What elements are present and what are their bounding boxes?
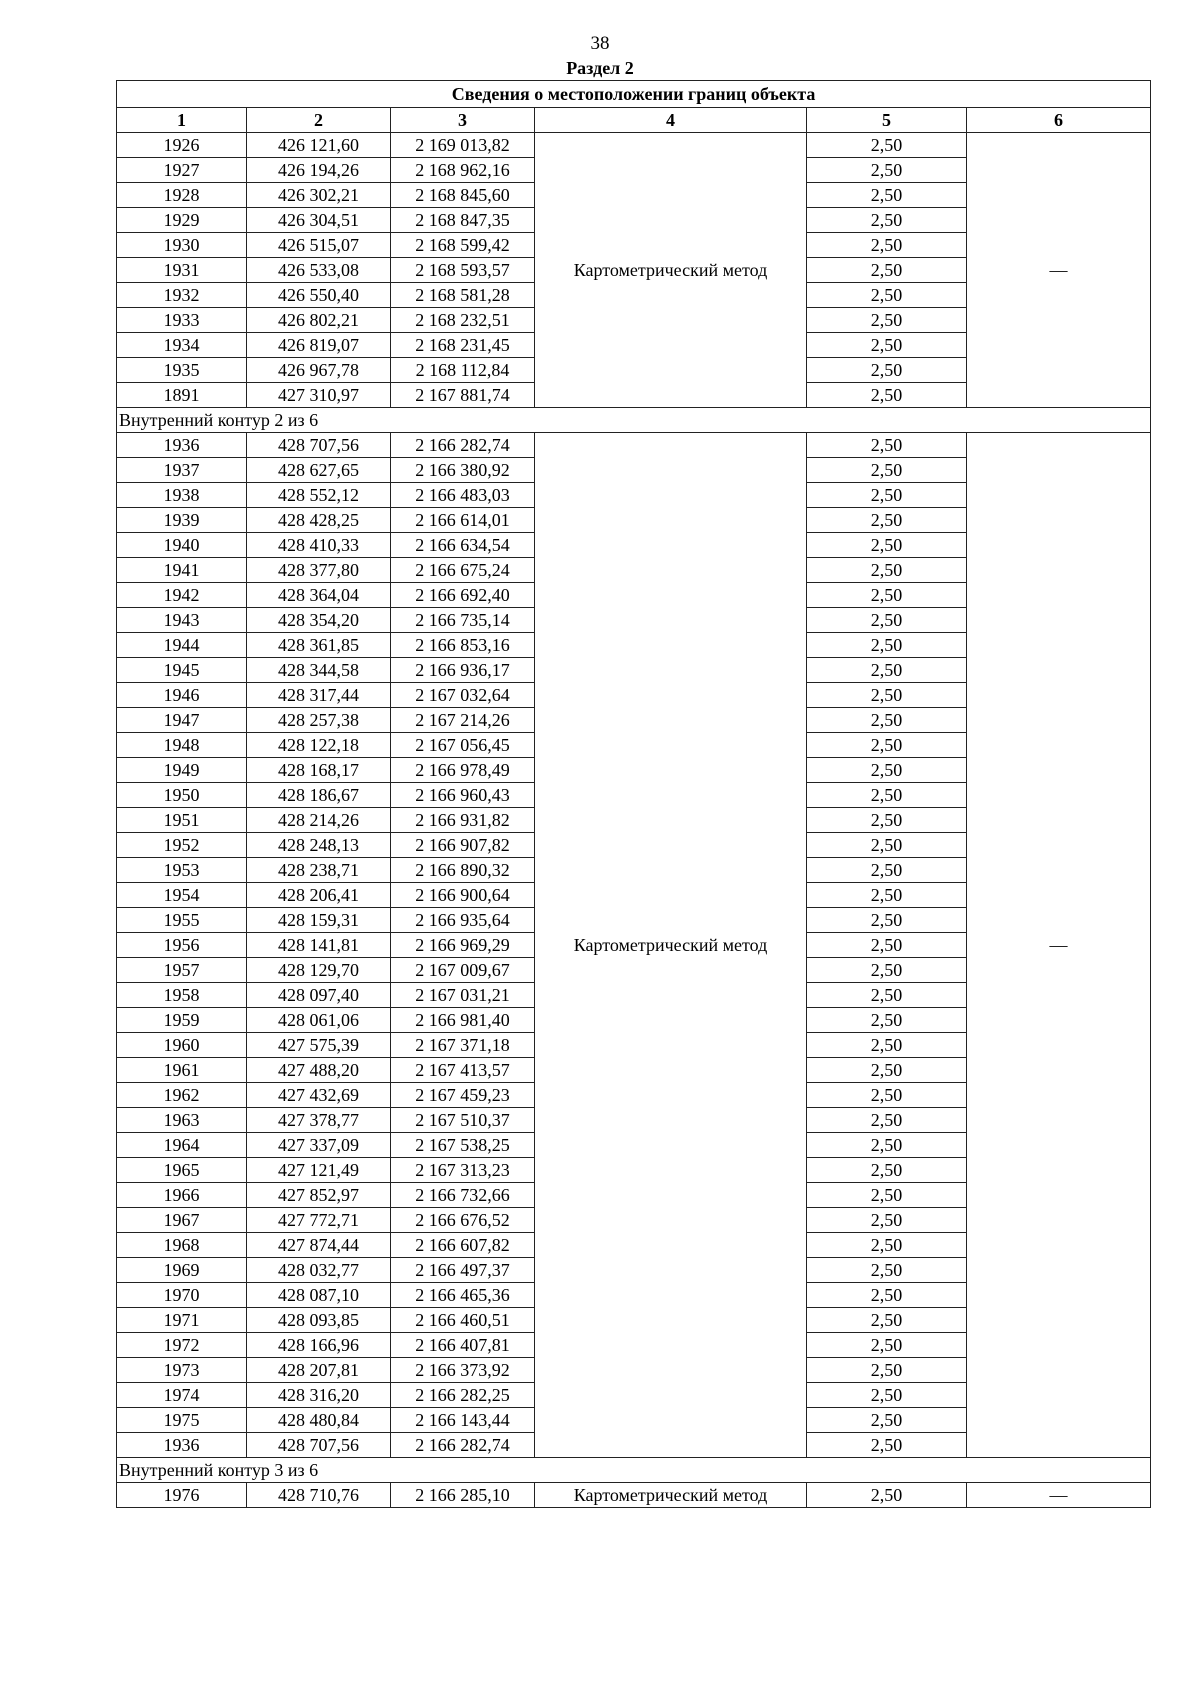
y-coordinate-cell: 2 166 460,51	[391, 1308, 535, 1333]
precision-cell: 2,50	[807, 1208, 967, 1233]
precision-cell: 2,50	[807, 858, 967, 883]
y-coordinate-cell: 2 167 459,23	[391, 1083, 535, 1108]
y-coordinate-cell: 2 166 676,52	[391, 1208, 535, 1233]
point-number-cell: 1972	[117, 1333, 247, 1358]
precision-cell: 2,50	[807, 1183, 967, 1208]
y-coordinate-cell: 2 166 282,74	[391, 433, 535, 458]
y-coordinate-cell: 2 166 614,01	[391, 508, 535, 533]
precision-cell: 2,50	[807, 133, 967, 158]
point-number-cell: 1936	[117, 1433, 247, 1458]
x-coordinate-cell: 428 354,20	[247, 608, 391, 633]
point-number-cell: 1891	[117, 383, 247, 408]
precision-cell: 2,50	[807, 833, 967, 858]
x-coordinate-cell: 426 194,26	[247, 158, 391, 183]
precision-cell: 2,50	[807, 258, 967, 283]
point-number-cell: 1969	[117, 1258, 247, 1283]
y-coordinate-cell: 2 168 962,16	[391, 158, 535, 183]
x-coordinate-cell: 426 550,40	[247, 283, 391, 308]
point-number-cell: 1931	[117, 258, 247, 283]
precision-cell: 2,50	[807, 333, 967, 358]
x-coordinate-cell: 428 061,06	[247, 1008, 391, 1033]
y-coordinate-cell: 2 168 231,45	[391, 333, 535, 358]
y-coordinate-cell: 2 166 373,92	[391, 1358, 535, 1383]
x-coordinate-cell: 428 093,85	[247, 1308, 391, 1333]
precision-cell: 2,50	[807, 283, 967, 308]
point-number-cell: 1961	[117, 1058, 247, 1083]
column-header-5: 5	[807, 108, 967, 133]
point-number-cell: 1971	[117, 1308, 247, 1333]
precision-cell: 2,50	[807, 183, 967, 208]
contour-label: Внутренний контур 2 из 6	[117, 408, 1151, 433]
y-coordinate-cell: 2 166 907,82	[391, 833, 535, 858]
point-number-cell: 1944	[117, 633, 247, 658]
x-coordinate-cell: 428 248,13	[247, 833, 391, 858]
precision-cell: 2,50	[807, 1258, 967, 1283]
x-coordinate-cell: 427 488,20	[247, 1058, 391, 1083]
x-coordinate-cell: 427 121,49	[247, 1158, 391, 1183]
contour-label-row	[117, 1458, 1151, 1483]
point-number-cell: 1927	[117, 158, 247, 183]
y-coordinate-cell: 2 166 960,43	[391, 783, 535, 808]
x-coordinate-cell: 428 552,12	[247, 483, 391, 508]
y-coordinate-cell: 2 166 935,64	[391, 908, 535, 933]
y-coordinate-cell: 2 166 732,66	[391, 1183, 535, 1208]
point-number-cell: 1943	[117, 608, 247, 633]
y-coordinate-cell: 2 166 497,37	[391, 1258, 535, 1283]
y-coordinate-cell: 2 166 282,25	[391, 1383, 535, 1408]
x-coordinate-cell: 426 967,78	[247, 358, 391, 383]
y-coordinate-cell: 2 167 009,67	[391, 958, 535, 983]
point-number-cell: 1964	[117, 1133, 247, 1158]
x-coordinate-cell: 428 087,10	[247, 1283, 391, 1308]
x-coordinate-cell: 427 378,77	[247, 1108, 391, 1133]
x-coordinate-cell: 428 168,17	[247, 758, 391, 783]
precision-cell: 2,50	[807, 358, 967, 383]
precision-cell: 2,50	[807, 1033, 967, 1058]
coordinates-table	[116, 80, 1151, 1508]
y-coordinate-cell: 2 166 282,74	[391, 1433, 535, 1458]
table-row	[117, 1483, 1151, 1508]
point-number-cell: 1934	[117, 333, 247, 358]
x-coordinate-cell: 428 707,56	[247, 1433, 391, 1458]
x-coordinate-cell: 428 480,84	[247, 1408, 391, 1433]
precision-cell: 2,50	[807, 933, 967, 958]
x-coordinate-cell: 428 166,96	[247, 1333, 391, 1358]
x-coordinate-cell: 428 257,38	[247, 708, 391, 733]
precision-cell: 2,50	[807, 658, 967, 683]
table-title-row	[117, 81, 1151, 108]
point-number-cell: 1957	[117, 958, 247, 983]
precision-cell: 2,50	[807, 808, 967, 833]
x-coordinate-cell: 428 186,67	[247, 783, 391, 808]
y-coordinate-cell: 2 166 890,32	[391, 858, 535, 883]
x-coordinate-cell: 426 819,07	[247, 333, 391, 358]
description-cell: —	[967, 433, 1151, 1458]
x-coordinate-cell: 426 121,60	[247, 133, 391, 158]
point-number-cell: 1967	[117, 1208, 247, 1233]
x-coordinate-cell: 428 206,41	[247, 883, 391, 908]
point-number-cell: 1928	[117, 183, 247, 208]
x-coordinate-cell: 427 432,69	[247, 1083, 391, 1108]
x-coordinate-cell: 428 032,77	[247, 1258, 391, 1283]
x-coordinate-cell: 428 238,71	[247, 858, 391, 883]
x-coordinate-cell: 427 310,97	[247, 383, 391, 408]
precision-cell: 2,50	[807, 533, 967, 558]
point-number-cell: 1939	[117, 508, 247, 533]
y-coordinate-cell: 2 168 232,51	[391, 308, 535, 333]
precision-cell: 2,50	[807, 1433, 967, 1458]
y-coordinate-cell: 2 166 607,82	[391, 1233, 535, 1258]
method-cell: Картометрический метод	[535, 133, 807, 408]
section-title: Раздел 2	[566, 58, 634, 78]
method-cell: Картометрический метод	[535, 433, 807, 1458]
precision-cell: 2,50	[807, 883, 967, 908]
table-body	[117, 133, 1151, 1508]
y-coordinate-cell: 2 166 931,82	[391, 808, 535, 833]
precision-cell: 2,50	[807, 958, 967, 983]
y-coordinate-cell: 2 166 143,44	[391, 1408, 535, 1433]
x-coordinate-cell: 428 710,76	[247, 1483, 391, 1508]
precision-cell: 2,50	[807, 558, 967, 583]
x-coordinate-cell: 427 575,39	[247, 1033, 391, 1058]
x-coordinate-cell: 428 364,04	[247, 583, 391, 608]
x-coordinate-cell: 428 159,31	[247, 908, 391, 933]
column-header-3: 3	[391, 108, 535, 133]
precision-cell: 2,50	[807, 508, 967, 533]
y-coordinate-cell: 2 167 413,57	[391, 1058, 535, 1083]
point-number-cell: 1953	[117, 858, 247, 883]
point-number-cell: 1933	[117, 308, 247, 333]
x-coordinate-cell: 426 304,51	[247, 208, 391, 233]
point-number-cell: 1956	[117, 933, 247, 958]
point-number-cell: 1973	[117, 1358, 247, 1383]
point-number-cell: 1932	[117, 283, 247, 308]
y-coordinate-cell: 2 167 881,74	[391, 383, 535, 408]
precision-cell: 2,50	[807, 433, 967, 458]
column-header-1: 1	[117, 108, 247, 133]
table-title: Сведения о местоположении границ объекта	[117, 81, 1151, 108]
precision-cell: 2,50	[807, 308, 967, 333]
precision-cell: 2,50	[807, 233, 967, 258]
point-number-cell: 1950	[117, 783, 247, 808]
column-header-4: 4	[535, 108, 807, 133]
point-number-cell: 1930	[117, 233, 247, 258]
precision-cell: 2,50	[807, 583, 967, 608]
precision-cell: 2,50	[807, 1133, 967, 1158]
x-coordinate-cell: 428 316,20	[247, 1383, 391, 1408]
x-coordinate-cell: 428 410,33	[247, 533, 391, 558]
precision-cell: 2,50	[807, 208, 967, 233]
precision-cell: 2,50	[807, 1008, 967, 1033]
column-number-row	[117, 108, 1151, 133]
x-coordinate-cell: 428 377,80	[247, 558, 391, 583]
point-number-cell: 1937	[117, 458, 247, 483]
precision-cell: 2,50	[807, 1383, 967, 1408]
point-number-cell: 1975	[117, 1408, 247, 1433]
point-number-cell: 1952	[117, 833, 247, 858]
y-coordinate-cell: 2 167 214,26	[391, 708, 535, 733]
contour-label-row	[117, 408, 1151, 433]
precision-cell: 2,50	[807, 483, 967, 508]
y-coordinate-cell: 2 166 900,64	[391, 883, 535, 908]
x-coordinate-cell: 427 337,09	[247, 1133, 391, 1158]
precision-cell: 2,50	[807, 1358, 967, 1383]
x-coordinate-cell: 428 207,81	[247, 1358, 391, 1383]
x-coordinate-cell: 428 428,25	[247, 508, 391, 533]
y-coordinate-cell: 2 167 032,64	[391, 683, 535, 708]
precision-cell: 2,50	[807, 383, 967, 408]
precision-cell: 2,50	[807, 1108, 967, 1133]
table-row	[117, 433, 1151, 458]
y-coordinate-cell: 2 168 581,28	[391, 283, 535, 308]
y-coordinate-cell: 2 166 634,54	[391, 533, 535, 558]
description-cell: —	[967, 1483, 1151, 1508]
y-coordinate-cell: 2 166 675,24	[391, 558, 535, 583]
method-cell: Картометрический метод	[535, 1483, 807, 1508]
point-number-cell: 1949	[117, 758, 247, 783]
x-coordinate-cell: 428 097,40	[247, 983, 391, 1008]
y-coordinate-cell: 2 167 031,21	[391, 983, 535, 1008]
point-number-cell: 1965	[117, 1158, 247, 1183]
x-coordinate-cell: 426 802,21	[247, 308, 391, 333]
precision-cell: 2,50	[807, 1333, 967, 1358]
point-number-cell: 1951	[117, 808, 247, 833]
point-number-cell: 1976	[117, 1483, 247, 1508]
precision-cell: 2,50	[807, 1308, 967, 1333]
x-coordinate-cell: 428 317,44	[247, 683, 391, 708]
precision-cell: 2,50	[807, 758, 967, 783]
point-number-cell: 1954	[117, 883, 247, 908]
y-coordinate-cell: 2 166 981,40	[391, 1008, 535, 1033]
x-coordinate-cell: 427 874,44	[247, 1233, 391, 1258]
precision-cell: 2,50	[807, 733, 967, 758]
y-coordinate-cell: 2 166 936,17	[391, 658, 535, 683]
point-number-cell: 1955	[117, 908, 247, 933]
y-coordinate-cell: 2 166 465,36	[391, 1283, 535, 1308]
y-coordinate-cell: 2 168 845,60	[391, 183, 535, 208]
precision-cell: 2,50	[807, 683, 967, 708]
x-coordinate-cell: 428 214,26	[247, 808, 391, 833]
precision-cell: 2,50	[807, 1158, 967, 1183]
page-number: 38	[590, 33, 610, 54]
x-coordinate-cell: 426 302,21	[247, 183, 391, 208]
y-coordinate-cell: 2 167 510,37	[391, 1108, 535, 1133]
y-coordinate-cell: 2 166 853,16	[391, 633, 535, 658]
precision-cell: 2,50	[807, 633, 967, 658]
point-number-cell: 1926	[117, 133, 247, 158]
precision-cell: 2,50	[807, 1408, 967, 1433]
y-coordinate-cell: 2 167 538,25	[391, 1133, 535, 1158]
point-number-cell: 1974	[117, 1383, 247, 1408]
y-coordinate-cell: 2 167 056,45	[391, 733, 535, 758]
x-coordinate-cell: 428 707,56	[247, 433, 391, 458]
x-coordinate-cell: 428 344,58	[247, 658, 391, 683]
contour-label: Внутренний контур 3 из 6	[117, 1458, 1151, 1483]
precision-cell: 2,50	[807, 1083, 967, 1108]
y-coordinate-cell: 2 166 380,92	[391, 458, 535, 483]
y-coordinate-cell: 2 166 407,81	[391, 1333, 535, 1358]
x-coordinate-cell: 428 122,18	[247, 733, 391, 758]
x-coordinate-cell: 428 129,70	[247, 958, 391, 983]
point-number-cell: 1946	[117, 683, 247, 708]
column-header-2: 2	[247, 108, 391, 133]
x-coordinate-cell: 426 515,07	[247, 233, 391, 258]
precision-cell: 2,50	[807, 608, 967, 633]
point-number-cell: 1970	[117, 1283, 247, 1308]
point-number-cell: 1958	[117, 983, 247, 1008]
x-coordinate-cell: 428 627,65	[247, 458, 391, 483]
y-coordinate-cell: 2 166 978,49	[391, 758, 535, 783]
y-coordinate-cell: 2 166 483,03	[391, 483, 535, 508]
x-coordinate-cell: 428 361,85	[247, 633, 391, 658]
y-coordinate-cell: 2 167 313,23	[391, 1158, 535, 1183]
x-coordinate-cell: 427 772,71	[247, 1208, 391, 1233]
point-number-cell: 1935	[117, 358, 247, 383]
precision-cell: 2,50	[807, 908, 967, 933]
precision-cell: 2,50	[807, 783, 967, 808]
precision-cell: 2,50	[807, 1233, 967, 1258]
y-coordinate-cell: 2 166 692,40	[391, 583, 535, 608]
y-coordinate-cell: 2 168 847,35	[391, 208, 535, 233]
y-coordinate-cell: 2 168 599,42	[391, 233, 535, 258]
x-coordinate-cell: 427 852,97	[247, 1183, 391, 1208]
x-coordinate-cell: 426 533,08	[247, 258, 391, 283]
x-coordinate-cell: 428 141,81	[247, 933, 391, 958]
precision-cell: 2,50	[807, 983, 967, 1008]
point-number-cell: 1966	[117, 1183, 247, 1208]
point-number-cell: 1948	[117, 733, 247, 758]
description-cell: —	[967, 133, 1151, 408]
point-number-cell: 1940	[117, 533, 247, 558]
y-coordinate-cell: 2 166 735,14	[391, 608, 535, 633]
precision-cell: 2,50	[807, 1483, 967, 1508]
point-number-cell: 1968	[117, 1233, 247, 1258]
y-coordinate-cell: 2 169 013,82	[391, 133, 535, 158]
point-number-cell: 1960	[117, 1033, 247, 1058]
y-coordinate-cell: 2 167 371,18	[391, 1033, 535, 1058]
y-coordinate-cell: 2 166 969,29	[391, 933, 535, 958]
table-row	[117, 133, 1151, 158]
point-number-cell: 1945	[117, 658, 247, 683]
point-number-cell: 1962	[117, 1083, 247, 1108]
point-number-cell: 1941	[117, 558, 247, 583]
point-number-cell: 1959	[117, 1008, 247, 1033]
point-number-cell: 1947	[117, 708, 247, 733]
precision-cell: 2,50	[807, 458, 967, 483]
point-number-cell: 1936	[117, 433, 247, 458]
point-number-cell: 1929	[117, 208, 247, 233]
precision-cell: 2,50	[807, 1058, 967, 1083]
point-number-cell: 1938	[117, 483, 247, 508]
y-coordinate-cell: 2 168 112,84	[391, 358, 535, 383]
point-number-cell: 1942	[117, 583, 247, 608]
precision-cell: 2,50	[807, 1283, 967, 1308]
precision-cell: 2,50	[807, 708, 967, 733]
column-header-6: 6	[967, 108, 1151, 133]
y-coordinate-cell: 2 166 285,10	[391, 1483, 535, 1508]
y-coordinate-cell: 2 168 593,57	[391, 258, 535, 283]
point-number-cell: 1963	[117, 1108, 247, 1133]
precision-cell: 2,50	[807, 158, 967, 183]
